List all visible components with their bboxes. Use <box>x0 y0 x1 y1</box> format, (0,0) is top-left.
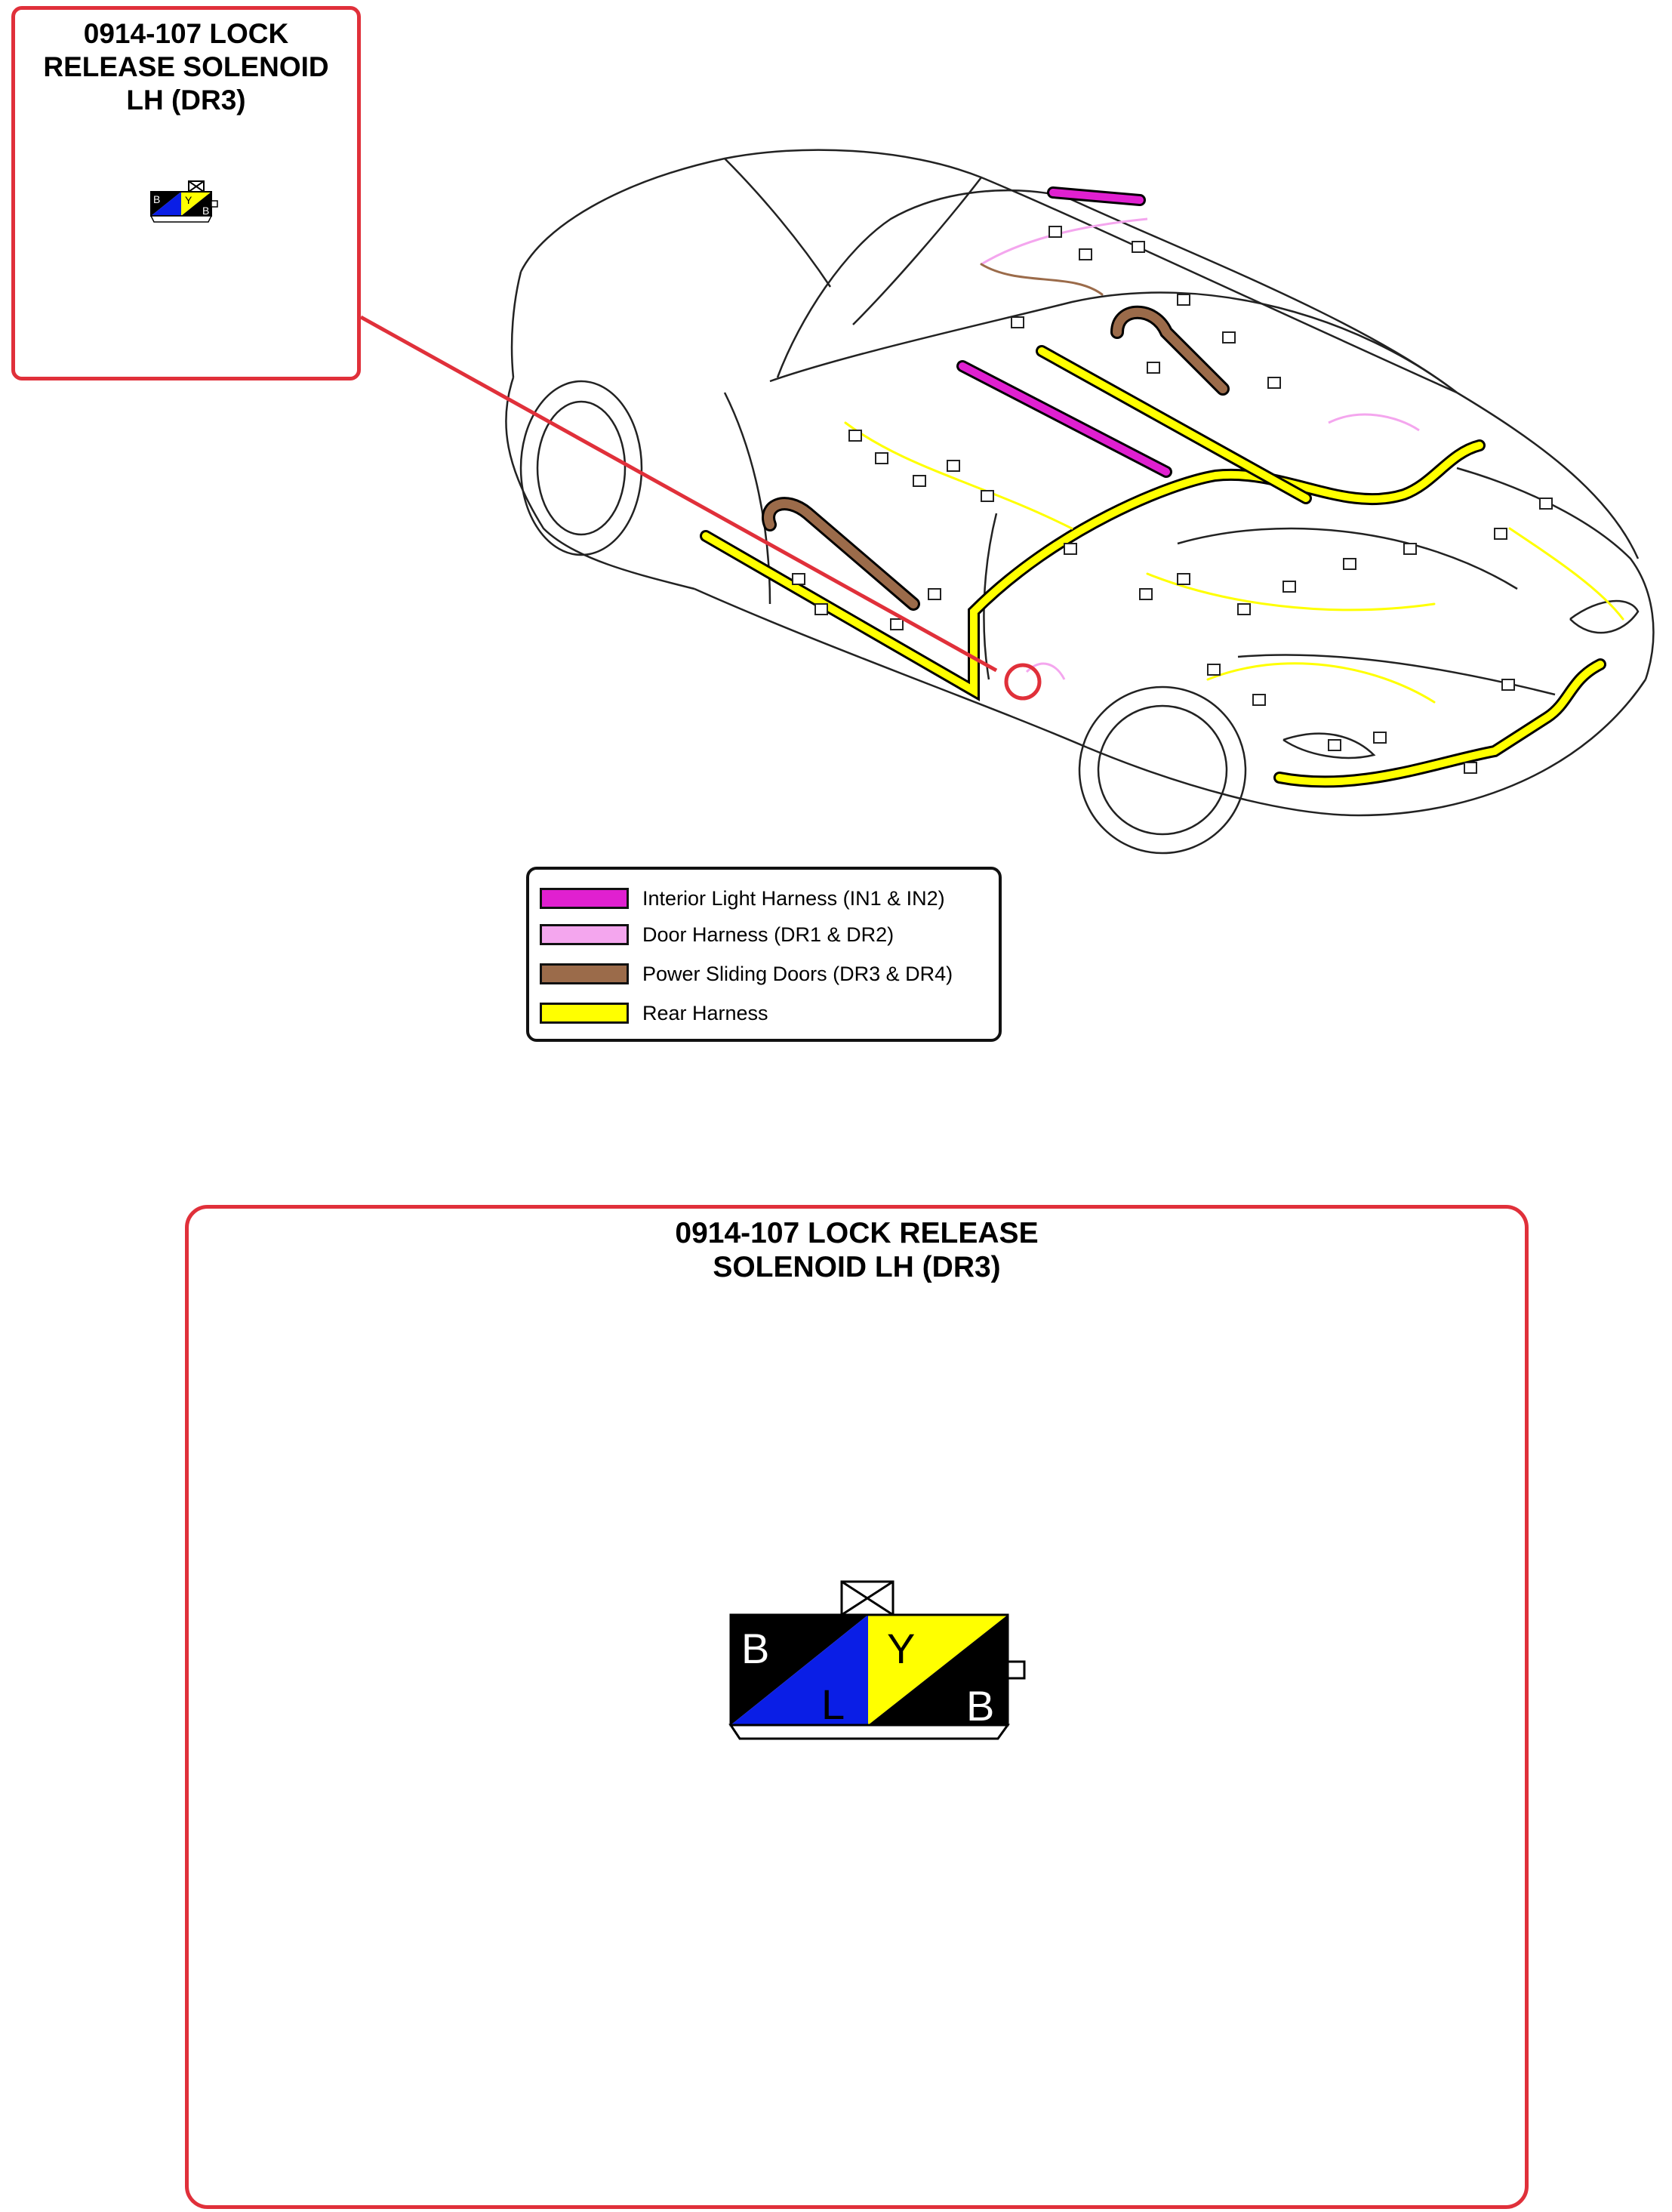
rear-harness <box>706 351 1623 781</box>
thumb-pin-b2: B <box>202 205 210 217</box>
callout-title-line-3: LH (DR3) <box>126 85 246 116</box>
legend-label: Power Sliding Doors (DR3 & DR4) <box>642 962 953 985</box>
pin-label-top-left: B <box>741 1625 770 1672</box>
interior-light-harness <box>962 193 1166 472</box>
legend-item <box>540 998 768 1028</box>
legend-swatch-power-sliding-doors <box>540 963 629 984</box>
legend-label: Rear Harness <box>642 1001 768 1024</box>
connector-face-diagram[interactable] <box>725 1579 1042 1752</box>
vehicle-harness-diagram <box>0 0 1672 861</box>
legend-item <box>540 920 894 950</box>
thumb-pin-b: B <box>153 193 161 205</box>
detail-title-line-2: SOLENOID LH (DR3) <box>713 1251 1001 1283</box>
callout-title-line-2: RELEASE SOLENOID <box>43 51 329 82</box>
connector-detail-box <box>185 1205 1529 2209</box>
legend-item <box>540 959 953 989</box>
detail-title-line-1: 0914-107 LOCK RELEASE <box>675 1217 1039 1249</box>
thumb-pin-y: Y <box>185 194 192 206</box>
pin-label-bottom-right: B <box>966 1682 995 1730</box>
pin-label-bottom-left: L <box>821 1681 845 1728</box>
detail-title <box>189 1216 1525 1284</box>
legend-label: Door Harness (DR1 & DR2) <box>642 923 895 946</box>
callout-title-line-1: 0914-107 LOCK <box>83 18 289 49</box>
legend-swatch-rear <box>540 1003 629 1024</box>
legend-swatch-interior-light <box>540 888 629 909</box>
connector-side-latch <box>1008 1662 1024 1678</box>
callout-leader-line <box>361 317 996 670</box>
connector-markers <box>793 226 1552 773</box>
harness-legend <box>526 867 1002 1042</box>
connector-location-marker[interactable] <box>1006 665 1039 698</box>
legend-swatch-door <box>540 924 629 945</box>
legend-item <box>540 883 945 913</box>
power-sliding-door-harness <box>768 264 1223 604</box>
legend-label: Interior Light Harness (IN1 & IN2) <box>642 886 945 910</box>
pin-label-top-right: Y <box>887 1625 916 1672</box>
